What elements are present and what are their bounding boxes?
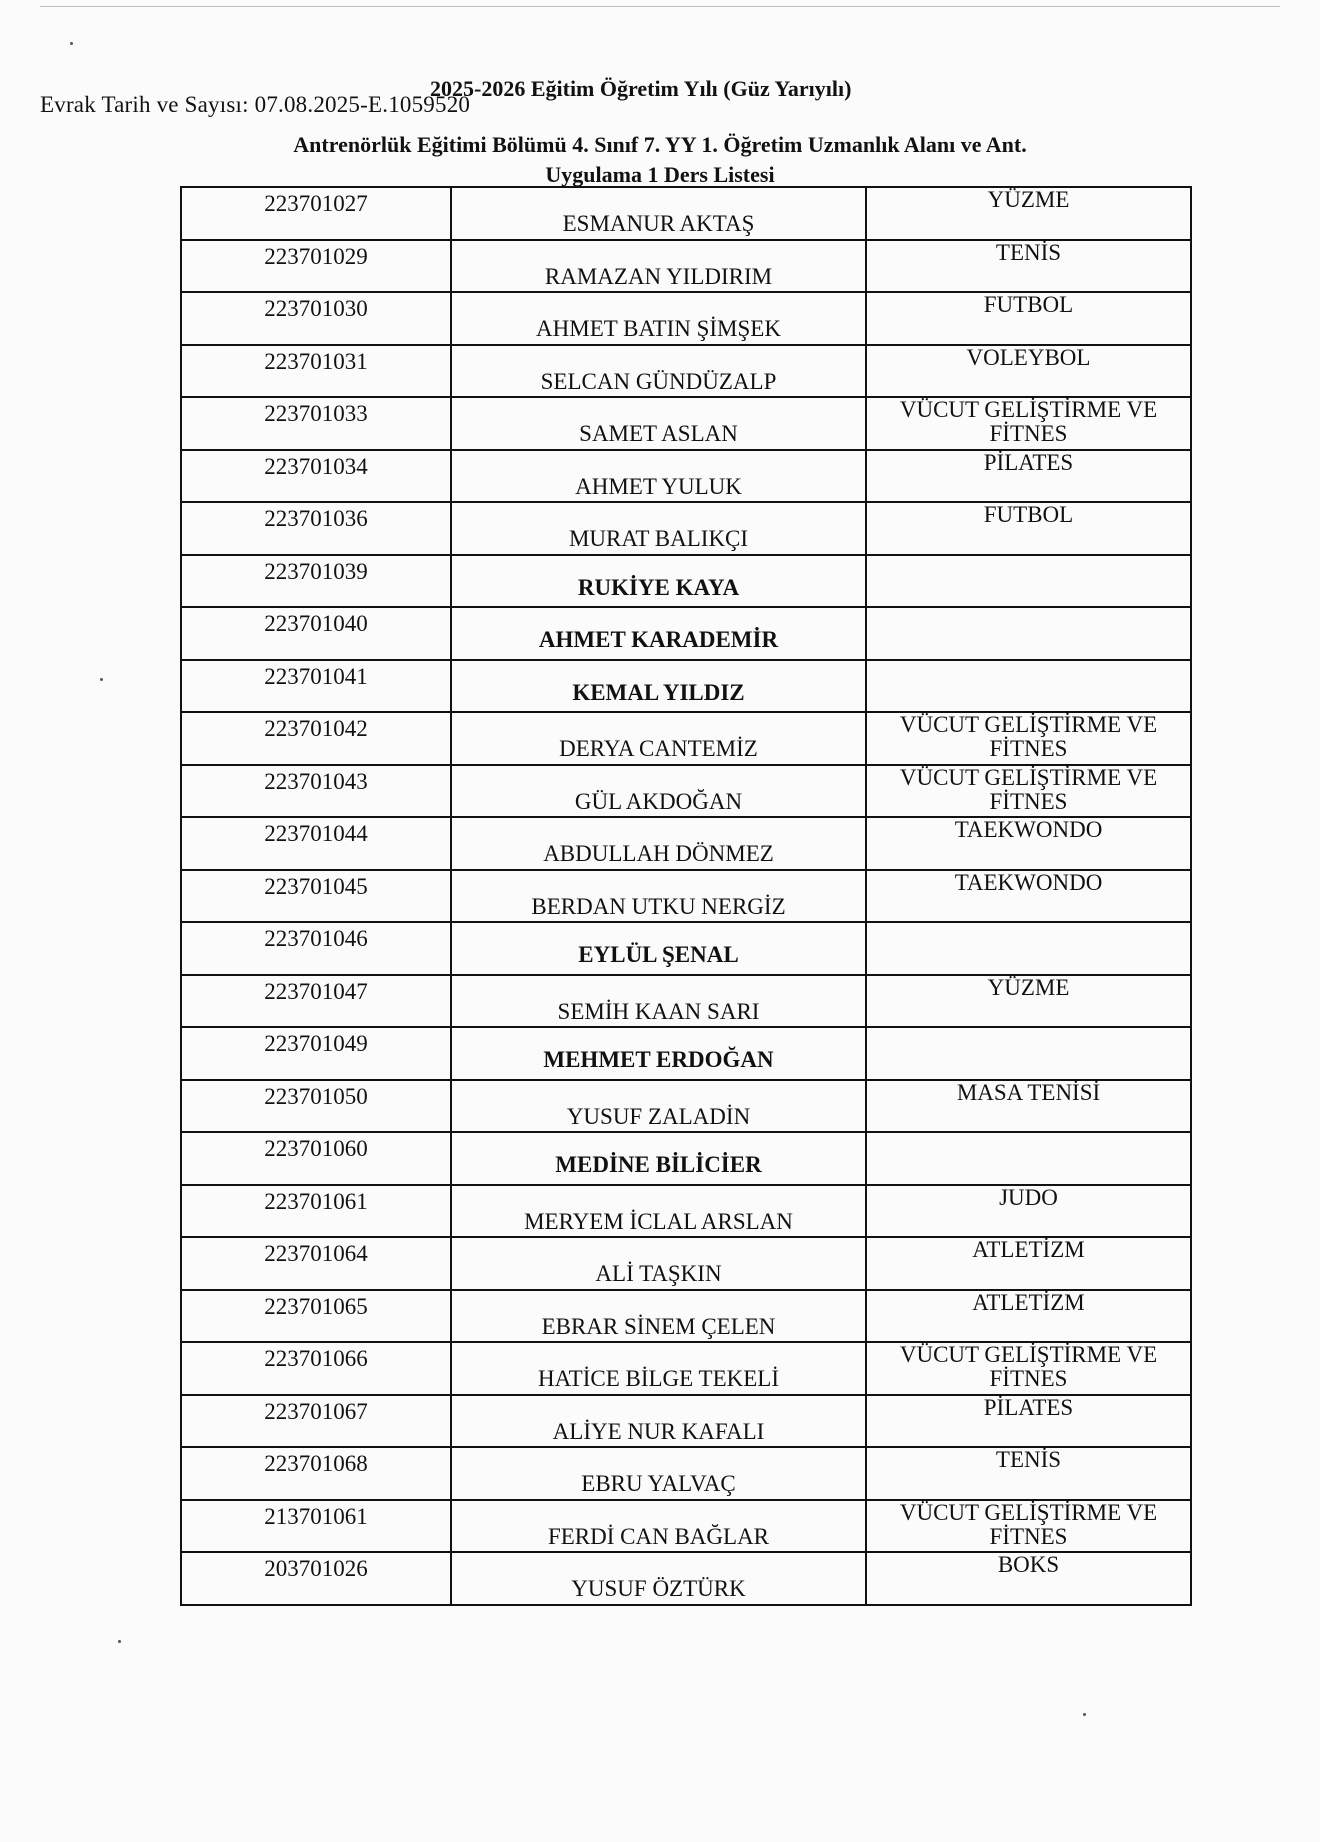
table-row — [181, 1080, 1191, 1133]
student-number: 223701030 — [181, 292, 451, 345]
specialty-branch: MASA TENİSİ — [866, 1080, 1191, 1133]
student-number: 223701065 — [181, 1290, 451, 1343]
specialty-branch — [866, 555, 1191, 608]
specialty-branch: ATLETİZM — [866, 1290, 1191, 1343]
table-row — [181, 660, 1191, 713]
student-number: 223701050 — [181, 1080, 451, 1133]
scan-speck — [70, 42, 73, 45]
student-number: 223701039 — [181, 555, 451, 608]
student-name: SEMİH KAAN SARI — [451, 975, 866, 1028]
department-title: Antrenörlük Eğitimi Bölümü 4. Sınıf 7. YY 1. Öğretim Uzmanlık Alanı ve Ant. — [293, 132, 1027, 157]
specialty-branch: PİLATES — [866, 450, 1191, 503]
student-number: 223701033 — [181, 397, 451, 450]
student-number: 223701031 — [181, 345, 451, 398]
specialty-branch — [866, 922, 1191, 975]
table-row — [181, 607, 1191, 660]
student-number: 223701046 — [181, 922, 451, 975]
document-reference: Evrak Tarih ve Sayısı: 07.08.2025-E.1059520 — [40, 92, 471, 117]
student-number: 223701034 — [181, 450, 451, 503]
specialty-branch: VÜCUT GELİŞTİRME VE FİTNES — [866, 397, 1191, 450]
specialty-branch: TENİS — [866, 240, 1191, 293]
table-row — [181, 1185, 1191, 1238]
table-row — [181, 1342, 1191, 1395]
student-name: EYLÜL ŞENAL — [451, 922, 866, 975]
table-row — [181, 817, 1191, 870]
table-row — [181, 555, 1191, 608]
student-name: ABDULLAH DÖNMEZ — [451, 817, 866, 870]
specialty-branch: VÜCUT GELİŞTİRME VE FİTNES — [866, 765, 1191, 818]
student-number: 223701066 — [181, 1342, 451, 1395]
student-name: BERDAN UTKU NERGİZ — [451, 870, 866, 923]
specialty-branch: TAEKWONDO — [866, 870, 1191, 923]
specialty-branch — [866, 607, 1191, 660]
student-name: YUSUF ZALADİN — [451, 1080, 866, 1133]
specialty-branch: VOLEYBOL — [866, 345, 1191, 398]
specialty-branch: VÜCUT GELİŞTİRME VE FİTNES — [866, 712, 1191, 765]
student-number: 223701036 — [181, 502, 451, 555]
specialty-branch: FUTBOL — [866, 502, 1191, 555]
specialty-branch: VÜCUT GELİŞTİRME VE FİTNES — [866, 1342, 1191, 1395]
specialty-branch: PİLATES — [866, 1395, 1191, 1448]
specialty-branch — [866, 660, 1191, 713]
specialty-branch: JUDO — [866, 1185, 1191, 1238]
student-number: 223701040 — [181, 607, 451, 660]
student-name: SAMET ASLAN — [451, 397, 866, 450]
student-name: MURAT BALIKÇI — [451, 502, 866, 555]
table-row — [181, 765, 1191, 818]
table-row — [181, 1027, 1191, 1080]
student-number: 223701049 — [181, 1027, 451, 1080]
table-row — [181, 1500, 1191, 1553]
student-name: EBRU YALVAÇ — [451, 1447, 866, 1500]
student-number: 223701068 — [181, 1447, 451, 1500]
student-number: 213701061 — [181, 1500, 451, 1553]
table-row — [181, 712, 1191, 765]
table-row — [181, 870, 1191, 923]
table-row — [181, 1290, 1191, 1343]
specialty-branch: VÜCUT GELİŞTİRME VE FİTNES — [866, 1500, 1191, 1553]
student-number: 223701060 — [181, 1132, 451, 1185]
student-number: 223701061 — [181, 1185, 451, 1238]
student-name: YUSUF ÖZTÜRK — [451, 1552, 866, 1605]
specialty-branch — [866, 1027, 1191, 1080]
table-row — [181, 240, 1191, 293]
student-name: DERYA CANTEMİZ — [451, 712, 866, 765]
specialty-branch: ATLETİZM — [866, 1237, 1191, 1290]
student-name: RUKİYE KAYA — [451, 555, 866, 608]
student-name: ALİYE NUR KAFALI — [451, 1395, 866, 1448]
top-rule — [40, 6, 1280, 7]
student-number: 223701027 — [181, 187, 451, 240]
student-number: 223701042 — [181, 712, 451, 765]
student-name: GÜL AKDOĞAN — [451, 765, 866, 818]
student-name: MEHMET ERDOĞAN — [451, 1027, 866, 1080]
specialty-branch: FUTBOL — [866, 292, 1191, 345]
table-row — [181, 292, 1191, 345]
student-number: 223701041 — [181, 660, 451, 713]
table-row — [181, 450, 1191, 503]
table-row — [181, 975, 1191, 1028]
student-number: 223701047 — [181, 975, 451, 1028]
student-name: HATİCE BİLGE TEKELİ — [451, 1342, 866, 1395]
student-name: EBRAR SİNEM ÇELEN — [451, 1290, 866, 1343]
student-name: MEDİNE BİLİCİER — [451, 1132, 866, 1185]
student-name: AHMET KARADEMİR — [451, 607, 866, 660]
student-table-wrapper — [180, 186, 1190, 1606]
scan-speck — [118, 1640, 121, 1643]
table-row — [181, 922, 1191, 975]
student-name: ALİ TAŞKIN — [451, 1237, 866, 1290]
table-row — [181, 187, 1191, 240]
student-number: 203701026 — [181, 1552, 451, 1605]
specialty-branch — [866, 1132, 1191, 1185]
student-name: ESMANUR AKTAŞ — [451, 187, 866, 240]
student-name: AHMET YULUK — [451, 450, 866, 503]
student-number: 223701045 — [181, 870, 451, 923]
table-row — [181, 1395, 1191, 1448]
table-row — [181, 397, 1191, 450]
student-number: 223701044 — [181, 817, 451, 870]
student-name: SELCAN GÜNDÜZALP — [451, 345, 866, 398]
student-table — [180, 186, 1192, 1606]
academic-year-title: 2025-2026 Eğitim Öğretim Yılı (Güz Yarıyılı) — [430, 76, 852, 101]
specialty-branch: TENİS — [866, 1447, 1191, 1500]
table-row — [181, 1447, 1191, 1500]
student-name: MERYEM İCLAL ARSLAN — [451, 1185, 866, 1238]
scan-speck — [1083, 1713, 1086, 1716]
table-row — [181, 1552, 1191, 1605]
table-row — [181, 1132, 1191, 1185]
specialty-branch: BOKS — [866, 1552, 1191, 1605]
specialty-branch: YÜZME — [866, 187, 1191, 240]
table-row — [181, 1237, 1191, 1290]
student-number: 223701043 — [181, 765, 451, 818]
table-row — [181, 502, 1191, 555]
student-number: 223701064 — [181, 1237, 451, 1290]
specialty-branch: TAEKWONDO — [866, 817, 1191, 870]
student-name: AHMET BATIN ŞİMŞEK — [451, 292, 866, 345]
table-row — [181, 345, 1191, 398]
list-title: Uygulama 1 Ders Listesi — [545, 162, 775, 187]
student-number: 223701029 — [181, 240, 451, 293]
student-table-body — [181, 187, 1191, 1605]
student-name: RAMAZAN YILDIRIM — [451, 240, 866, 293]
student-name: KEMAL YILDIZ — [451, 660, 866, 713]
scan-speck — [100, 678, 103, 681]
student-number: 223701067 — [181, 1395, 451, 1448]
specialty-branch: YÜZME — [866, 975, 1191, 1028]
student-name: FERDİ CAN BAĞLAR — [451, 1500, 866, 1553]
